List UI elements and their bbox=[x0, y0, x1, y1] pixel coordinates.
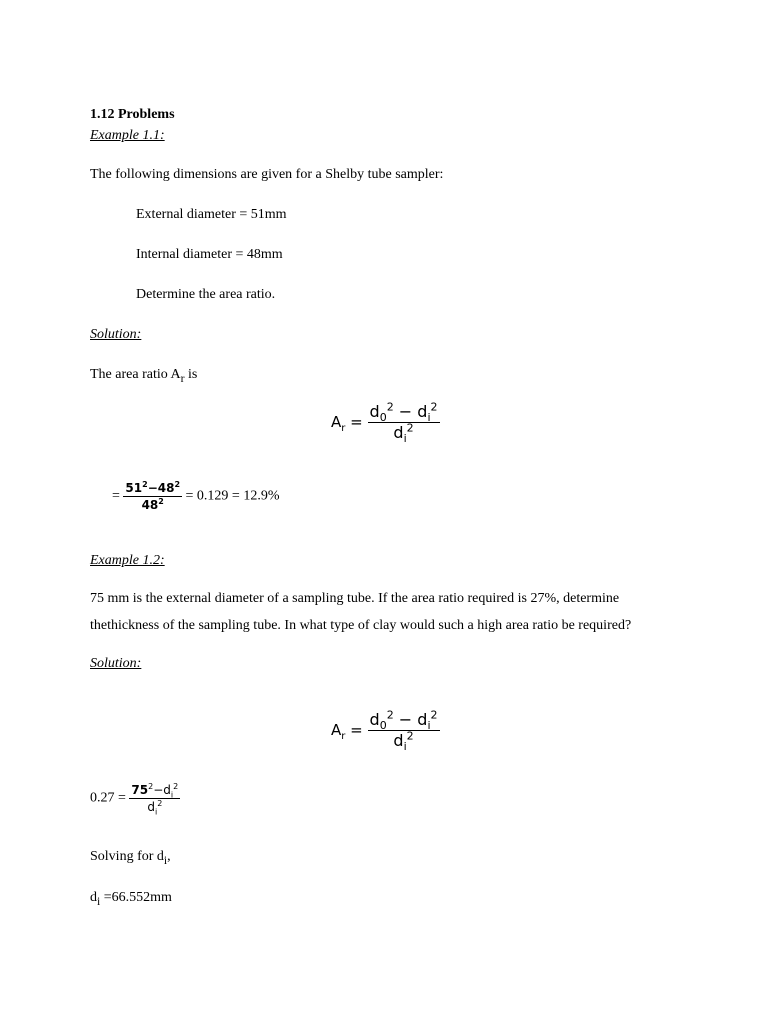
answer-sub: i bbox=[97, 894, 101, 908]
formula-fraction bbox=[368, 400, 440, 446]
external-diameter-line: External diameter = 51mm bbox=[136, 207, 287, 222]
formula-2-fraction bbox=[368, 708, 440, 754]
internal-diameter-line: Internal diameter = 48mm bbox=[136, 247, 283, 262]
formula-2-numerator: $d_0^2 - d_i^2$ bbox=[369, 708, 438, 733]
area-ratio-tail: is bbox=[184, 367, 198, 382]
solving-line bbox=[90, 849, 171, 867]
solution-1-label: Solution: bbox=[90, 327, 142, 342]
formula-2-lhs-sub: r bbox=[341, 731, 346, 742]
area-ratio-subscript: r bbox=[180, 371, 185, 385]
calc-denominator: $48^2$ bbox=[141, 497, 164, 512]
calc-equals: = bbox=[112, 488, 120, 504]
formula-numerator: $d_0^2 - d_i^2$ bbox=[369, 400, 438, 425]
example-1-intro: The following dimensions are given for a Shelby tube sampler: bbox=[90, 167, 444, 182]
formula-2-denominator: $d_i^2$ bbox=[393, 729, 414, 754]
solving-tail: , bbox=[167, 849, 171, 864]
example-2-line-1: 75 mm is the external diameter of a sampling tube. If the area ratio required is 27%, determine bbox=[90, 591, 620, 606]
answer-d: d bbox=[90, 890, 97, 905]
example-2-label: Example 1.2: bbox=[90, 553, 165, 568]
formula-lhs-sub: r bbox=[341, 423, 346, 434]
area-ratio-formula-2 bbox=[331, 708, 440, 754]
calc-fraction bbox=[123, 482, 182, 511]
formula-equals: = bbox=[350, 413, 363, 431]
solution-2-label: Solution: bbox=[90, 656, 142, 671]
area-ratio-sentence bbox=[90, 367, 198, 385]
eq2-denominator: $d_i^2$ bbox=[147, 799, 163, 817]
example-2-line-2: thethickness of the sampling tube. In what type of clay would such a high area ratio be required? bbox=[90, 618, 632, 633]
area-ratio-calculation bbox=[112, 482, 279, 511]
formula-2-lhs: A bbox=[331, 721, 342, 739]
calc-result: = 0.129 = 12.9% bbox=[182, 488, 280, 504]
area-ratio-formula-1 bbox=[331, 400, 440, 446]
eq2-numerator: $75^2-d_i^2$ bbox=[131, 782, 179, 800]
formula-2-equals: = bbox=[350, 721, 363, 739]
task-line: Determine the area ratio. bbox=[136, 287, 276, 302]
solving-text: Solving for d bbox=[90, 849, 164, 864]
area-ratio-text: The area ratio A bbox=[90, 367, 181, 382]
eq2-fraction bbox=[129, 782, 180, 817]
calc-numerator: $51^2-48^2$ bbox=[125, 480, 181, 495]
answer-line bbox=[90, 890, 172, 908]
answer-value: =66.552mm bbox=[100, 890, 172, 905]
equation-0-27 bbox=[90, 782, 180, 817]
formula-lhs: A bbox=[331, 413, 342, 431]
section-heading: 1.12 Problems bbox=[90, 107, 175, 122]
solving-sub: i bbox=[163, 853, 168, 867]
eq2-lhs: 0.27 = bbox=[90, 790, 126, 806]
formula-denominator: $d_i^2$ bbox=[393, 421, 414, 446]
example-1-label: Example 1.1: bbox=[90, 128, 165, 143]
